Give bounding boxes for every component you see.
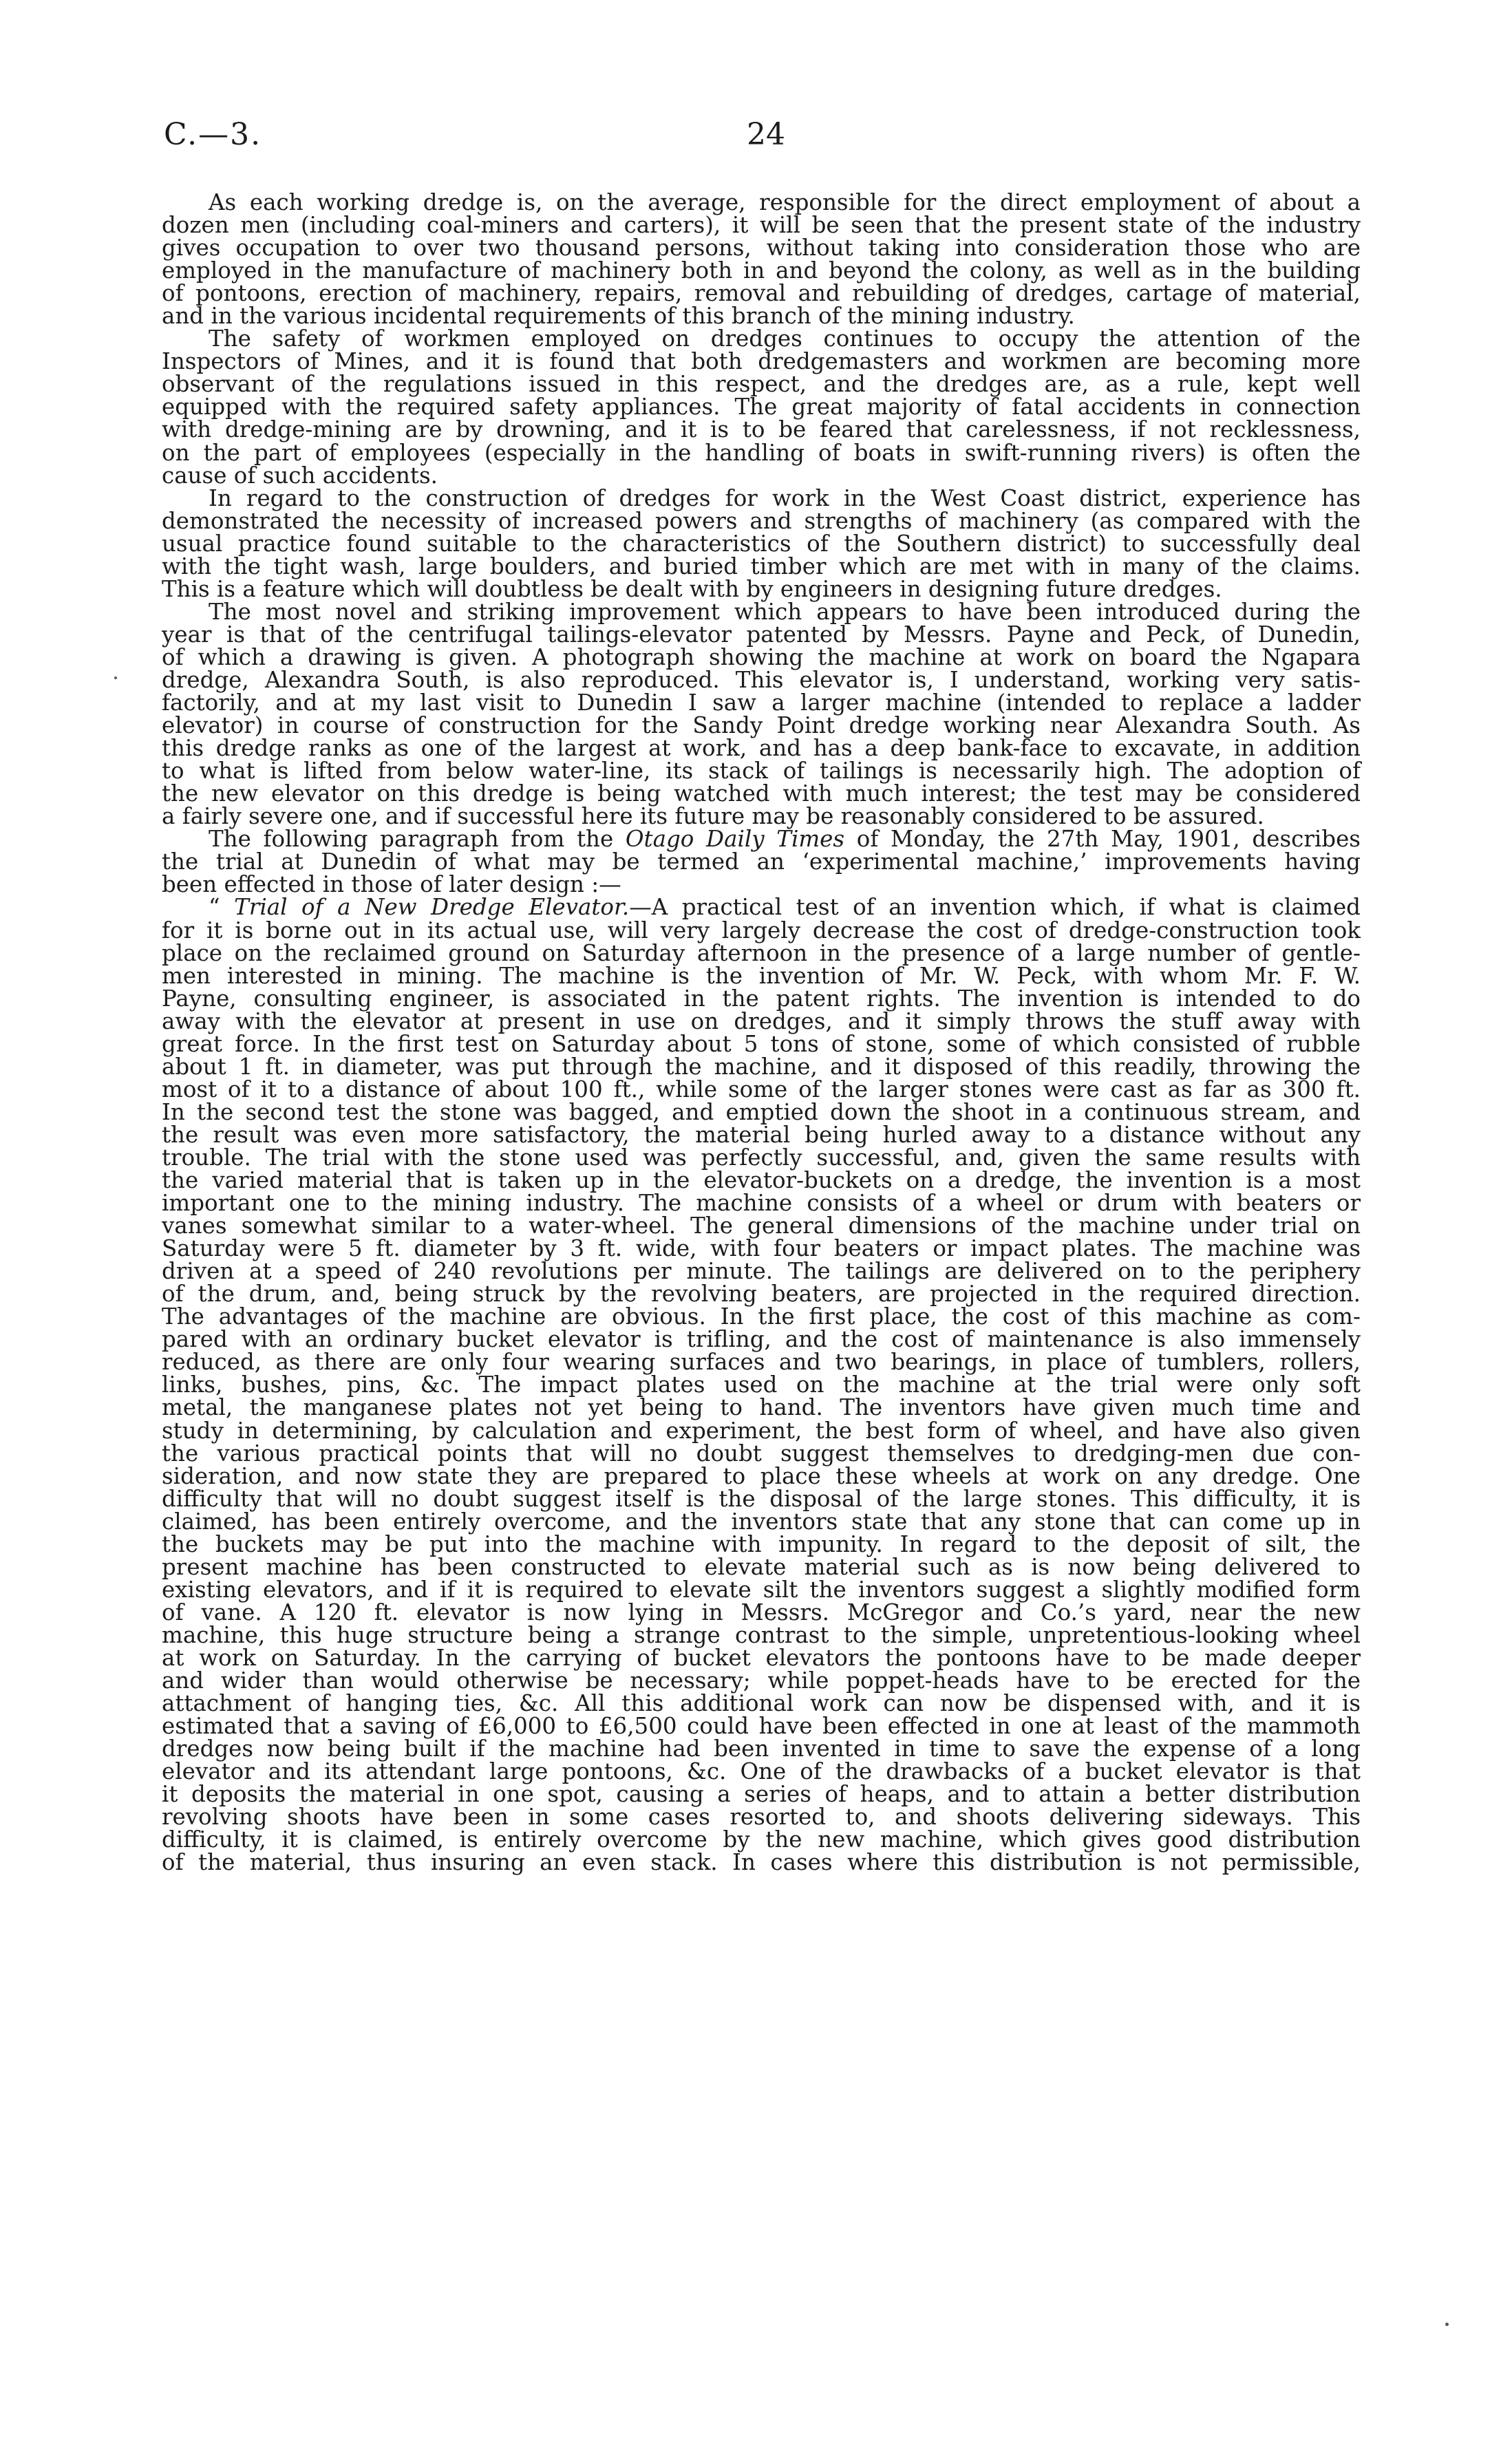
- text-line: and in the various incidental requirements of this branch of the mining industry.: [162, 303, 1075, 330]
- scan-speck: [114, 676, 117, 679]
- text-line: In regard to the construction of dredges for work in the West Coast district, experience has: [209, 484, 1361, 511]
- text-line: links, bushes, pins, &c. The impact plates used on the machine at the trial were only soft: [162, 1372, 1361, 1398]
- text-line: of pontoons, erection of machinery, repairs, removal and rebuilding of dredges, cartage of material,: [162, 280, 1361, 307]
- text-line: been effected in those of later design :—: [162, 871, 621, 898]
- text-line: factorily, and at my last visit to Dunedin I saw a larger machine (intended to replace a ladder: [162, 690, 1361, 716]
- text-line: elevator) in course of construction for the Sandy Point dredge working near Alexandra South. As: [162, 712, 1361, 739]
- text-line: year is that of the centrifugal tailings-elevator patented by Messrs. Payne and Peck, of Dunedin,: [162, 621, 1361, 648]
- text-run: The following paragraph from the: [209, 826, 626, 853]
- text-line: revolving shoots have been in some cases resorted to, and shoots delivering sideways. This: [162, 1804, 1361, 1831]
- text-line: driven at a speed of 240 revolutions per minute. The tailings are delivered on to the periphery: [162, 1258, 1361, 1285]
- page-number: 24: [747, 117, 785, 152]
- text-line: estimated that a saving of £6,000 to £6,500 could have been effected in one at least of the mammoth: [162, 1713, 1361, 1740]
- text-line: the trial at Dunedin of what may be termed an ‘experimental machine,’ improvements having: [162, 849, 1361, 875]
- text-line: away with the elevator at present in use on dredges, and it simply throws the stuff away with: [162, 1007, 1361, 1034]
- italic-title: Trial of a New Dredge Elevator.: [234, 894, 630, 921]
- text-line: [162, 828, 1361, 851]
- text-line: to what is lifted from below water-line, its stack of tailings is necessarily high. The adoption of: [162, 758, 1361, 785]
- text-line: sideration, and now state they are prepared to place these wheels at work on any dredge. One: [162, 1462, 1361, 1489]
- text-run: “: [209, 894, 235, 921]
- text-line: study in determining, by calculation and experiment, the best form of wheel, and have also given: [162, 1417, 1361, 1444]
- text-line: The advantages of the machine are obvious. In the first place, the cost of this machine as com-: [162, 1303, 1361, 1330]
- text-line: it deposits the material in one spot, causing a series of heaps, and to attain a better distribution: [162, 1781, 1361, 1808]
- report-reference: C.—3.: [164, 117, 262, 152]
- text-line: machine, this huge structure being a strange contrast to the simple, unpretentious-looking wheel: [162, 1621, 1361, 1648]
- text-line: with the tight wash, large boulders, and buried timber which are met with in many of the claims.: [162, 553, 1361, 579]
- text-line: employed in the manufacture of machinery both in and beyond the colony, as well as in the building: [162, 257, 1361, 284]
- text-line: cause of such accidents.: [162, 462, 438, 489]
- text-line: of vane. A 120 ft. elevator is now lying in Messrs. McGregor and Co.’s yard, near the new: [162, 1599, 1361, 1625]
- text-line: gives occupation to over two thousand persons, without taking into consideration those who are: [162, 235, 1361, 262]
- text-line: and wider than would otherwise be necessary; while poppet-heads have to be erected for the: [162, 1667, 1361, 1694]
- text-line: important one to the mining industry. The machine consists of a wheel or drum with beaters or: [162, 1190, 1361, 1217]
- text-line: vanes somewhat similar to a water-wheel. The general dimensions of the machine under trial on: [162, 1213, 1361, 1239]
- text-line: a fairly severe one, and if successful here its future may be reasonably considered to be assured.: [162, 803, 1264, 830]
- text-line: this dredge ranks as one of the largest at work, and has a deep bank-face to excavate, in addition: [162, 735, 1361, 762]
- text-line: the buckets may be put into the machine with impunity. In regard to the deposit of silt, the: [162, 1531, 1361, 1557]
- text-line: existing elevators, and if it is required to elevate silt the inventors suggest a slightly modified form: [162, 1576, 1361, 1603]
- text-line: dozen men (including coal-miners and carters), it will be seen that the present state of the industry: [162, 212, 1361, 239]
- text-line: claimed, has been entirely overcome, and the inventors state that any stone that can come up in: [162, 1508, 1361, 1535]
- italic-title: Otago Daily Times: [625, 826, 845, 853]
- text-line: at work on Saturday. In the carrying of bucket elevators the pontoons have to be made deeper: [162, 1645, 1361, 1671]
- text-line: The safety of workmen employed on dredges continues to occupy the attention of the: [209, 326, 1361, 352]
- text-line: the new elevator on this dredge is being watched with much interest; the test may be considered: [162, 780, 1361, 807]
- text-line: for it is borne out in its actual use, will very largely decrease the cost of dredge-construction took: [162, 917, 1361, 943]
- text-line: equipped with the required safety appliances. The great majority of fatal accidents in connection: [162, 394, 1361, 420]
- text-line: difficulty that will no doubt suggest itself is the disposal of the large stones. This difficulty, it is: [162, 1485, 1361, 1512]
- text-run: of Monday, the 27th May, 1901, describes: [844, 826, 1361, 853]
- text-line: about 1 ft. in diameter, was put through the machine, and it disposed of this readily, throwing the: [162, 1053, 1361, 1080]
- text-line: Payne, consulting engineer, is associated in the patent rights. The invention is intended to do: [162, 985, 1361, 1012]
- text-line: Saturday were 5 ft. diameter by 3 ft. wide, with four beaters or impact plates. The machine was: [162, 1235, 1361, 1262]
- text-line: the various practical points that will no doubt suggest themselves to dredging-men due con-: [162, 1440, 1361, 1467]
- text-line: great force. In the first test on Saturday about 5 tons of stone, some of which consisted of rubble: [162, 1030, 1361, 1057]
- text-line: dredge, Alexandra South, is also reproduced. This elevator is, I understand, working very satis-: [162, 666, 1361, 693]
- text-line: most of it to a distance of about 100 ft., while some of the larger stones were cast as far as 300 ft.: [162, 1076, 1361, 1102]
- text-line: on the part of employees (especially in the handling of boats in swift-running rivers) is often the: [162, 439, 1361, 466]
- text-line: As each working dredge is, on the average, responsible for the direct employment of about a: [209, 189, 1361, 215]
- text-line: of the drum, and, being struck by the revolving beaters, are projected in the required direction.: [162, 1281, 1361, 1308]
- text-line: trouble. The trial with the stone used was perfectly successful, and, given the same results with: [162, 1144, 1361, 1171]
- text-line: In the second test the stone was bagged, and emptied down the shoot in a continuous stream, and: [162, 1098, 1361, 1125]
- text-line: of the material, thus insuring an even stack. In cases where this distribution is not permissible,: [162, 1849, 1361, 1876]
- text-line: men interested in mining. The machine is the invention of Mr. W. Peck, with whom Mr. F. W.: [162, 962, 1361, 989]
- text-line: This is a feature which will doubtless be dealt with by engineers in designing future dredges.: [162, 575, 1222, 602]
- text-line: of which a drawing is given. A photograph showing the machine at work on board the Ngapara: [162, 643, 1361, 670]
- text-line: reduced, as there are only four wearing surfaces and two bearings, in place of tumblers, rollers,: [162, 1349, 1361, 1376]
- text-line: with dredge-mining are by drowning, and it is to be feared that carelessness, if not recklessness,: [162, 416, 1361, 443]
- text-line: attachment of hanging ties, &c. All this additional work can now be dispensed with, and it is: [162, 1690, 1361, 1717]
- body-text: [162, 191, 1361, 1874]
- text-line: the result was even more satisfactory, the material being hurled away to a distance without any: [162, 1121, 1361, 1148]
- text-line: dredges now being built if the machine had been invented in time to save the expense of a long: [162, 1736, 1361, 1762]
- text-line: demonstrated the necessity of increased powers and strengths of machinery (as compared with the: [162, 507, 1361, 534]
- text-line: [162, 896, 1361, 919]
- page-header: [0, 0, 1512, 172]
- text-line: pared with an ordinary bucket elevator is trifling, and the cost of maintenance is also immensely: [162, 1326, 1361, 1353]
- text-run: —A practical test of an invention which, if what is claimed: [629, 894, 1361, 921]
- text-line: present machine has been constructed to elevate material such as is now being delivered to: [162, 1553, 1361, 1580]
- text-line: observant of the regulations issued in this respect, and the dredges are, as a rule, kept well: [162, 371, 1361, 398]
- text-line: Inspectors of Mines, and it is found that both dredgemasters and workmen are becoming more: [162, 348, 1361, 375]
- text-line: metal, the manganese plates not yet being to hand. The inventors have given much time and: [162, 1394, 1361, 1421]
- text-line: usual practice found suitable to the characteristics of the Southern district) to successfully deal: [162, 530, 1361, 557]
- text-line: place on the reclaimed ground on Saturday afternoon in the presence of a large number of gentle-: [162, 939, 1361, 966]
- text-line: The most novel and striking improvement which appears to have been introduced during the: [209, 598, 1361, 625]
- text-line: the varied material that is taken up in the elevator-buckets on a dredge, the invention is a most: [162, 1167, 1361, 1194]
- scan-speck: [1445, 2323, 1449, 2326]
- text-line: difficulty, it is claimed, is entirely overcome by the new machine, which gives good distribution: [162, 1826, 1361, 1853]
- text-line: elevator and its attendant large pontoons, &c. One of the drawbacks of a bucket elevator is that: [162, 1758, 1361, 1785]
